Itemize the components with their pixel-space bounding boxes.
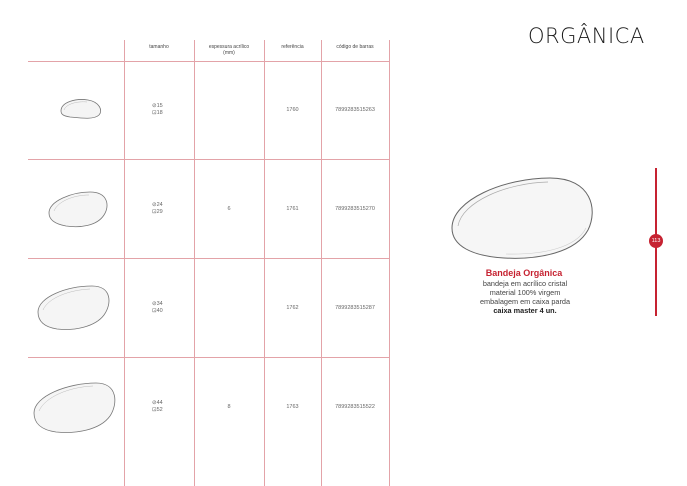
codigo-cell: 7899283515522 [335,404,375,410]
espessura-cell: 6 [227,206,231,212]
header-tamanho: tamanho [149,44,169,50]
page-number: 113 [649,234,663,248]
diameter-icon: ⊘ [152,202,157,208]
product-description: bandeja em acrílico cristal material 100% virgem embalagem em caixa parda caixa master 4 un. [479,279,571,315]
referencia-cell: 1763 [286,404,299,410]
tray-image-medium [46,189,112,231]
size-cell: ⊘15 ⊡18 [152,103,163,116]
diameter-icon: ⊘ [152,400,157,406]
grid-line [28,357,390,358]
grid-line [28,258,390,259]
tray-image-small [58,97,104,121]
header-referencia: referência [281,44,304,50]
referencia-cell: 1760 [286,107,299,113]
diameter-icon: ⊘ [152,103,157,109]
product-image [446,172,606,264]
codigo-cell: 7899283515270 [335,206,375,212]
tray-image-xlarge [30,379,120,437]
grid-line [389,40,390,486]
grid-line [28,159,390,160]
square-icon: ⊡ [152,110,157,116]
grid-line [28,61,390,62]
size-cell: ⊘44 ⊡52 [152,400,163,413]
header-espessura: espessura acrílico (mm) [208,44,250,56]
square-icon: ⊡ [152,209,157,215]
tray-image-large [34,282,114,334]
espessura-cell: 8 [227,404,231,410]
header-codigo: código de barras [336,44,374,50]
square-icon: ⊡ [152,407,157,413]
page-title: ORGÂNICA [528,24,645,48]
product-name: Bandeja Orgânica [485,268,563,278]
diameter-icon: ⊘ [152,301,157,307]
size-cell: ⊘34 ⊡40 [152,301,163,314]
size-cell: ⊘24 ⊡29 [152,202,163,215]
grid-line [124,40,125,486]
codigo-cell: 7899283515263 [335,107,375,113]
codigo-cell: 7899283515287 [335,305,375,311]
referencia-cell: 1761 [286,206,299,212]
square-icon: ⊡ [152,308,157,314]
referencia-cell: 1762 [286,305,299,311]
grid-line [194,40,195,486]
